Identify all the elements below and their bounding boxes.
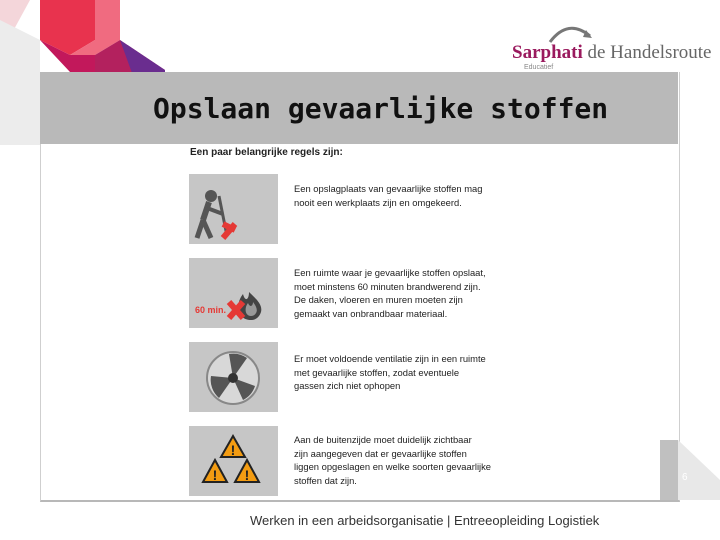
rule-panel-2: [189, 258, 278, 328]
decor-grey-panel: [0, 20, 40, 145]
rule-panel-3: [189, 342, 278, 412]
rule-4-line-4: stoffen dat zijn.: [294, 474, 357, 486]
rule-3-line-2: met gevaarlijke stoffen, zodat eventuele: [294, 366, 460, 378]
svg-text:!: !: [244, 467, 250, 483]
rule-2-line-4: gemaakt van onbrandbaar materiaal.: [294, 307, 448, 319]
rule-text-4: [294, 433, 514, 487]
footer-text: Werken in een arbeidsorganisatie | Entreeopleiding Logistiek: [250, 513, 600, 528]
decor-corner-light: [678, 440, 720, 500]
worker-no-entry-icon: [189, 174, 278, 244]
rule-1-line-2: nooit een werkplaats zijn en omgekeerd.: [294, 196, 462, 208]
rule-panel-1: [189, 174, 278, 244]
svg-text:!: !: [212, 467, 218, 483]
rules-intro: Een paar belangrijke regels zijn:: [190, 147, 343, 158]
rule-2-line-3: De daken, vloeren en muren moeten zijn: [294, 294, 463, 305]
decorative-corner-shapes: [660, 440, 720, 500]
logo-wordmark: [512, 42, 711, 64]
rule-text-2: [294, 266, 514, 320]
slide-title: Opslaan gevaarlijke stoffen: [153, 92, 609, 125]
sarphati-logo: [508, 22, 712, 72]
rule-text-3: [294, 352, 514, 393]
ventilation-fan-icon: [189, 342, 278, 412]
rule-3-line-3: gassen zich niet ophopen: [294, 380, 401, 391]
warning-signs-icon: [189, 426, 278, 496]
fire-badge: 60 min.: [195, 305, 227, 315]
fire-60min-icon: [189, 258, 278, 328]
rule-2-line-1: Een ruimte waar je gevaarlijke stoffen opslaat,: [294, 267, 486, 278]
decor-corner-dark: [660, 440, 678, 500]
rule-2-line-2: moet minstens 60 minuten brandwerend zijn.: [294, 280, 481, 292]
rule-3-line-1: Er moet voldoende ventilatie zijn in een ruimte: [294, 353, 486, 364]
rule-4-line-2: zijn aangegeven dat er gevaarlijke stoffen: [294, 447, 467, 459]
rule-4-line-3: liggen opgeslagen en welke soorten gevaarlijke: [294, 461, 492, 472]
logo-arc-icon: [548, 22, 592, 44]
page-number: 6: [682, 472, 688, 483]
rule-panel-4: [189, 426, 278, 496]
rule-1-line-1: Een opslagplaats van gevaarlijke stoffen mag: [294, 183, 483, 194]
svg-text:!: !: [230, 442, 236, 458]
rule-4-line-1: Aan de buitenzijde moet duidelijk zichtbaar: [294, 434, 472, 445]
logo-brand-part2: de Handelsroute: [582, 42, 712, 63]
rule-text-1: [294, 182, 514, 209]
logo-brand-part1: Sarphati: [512, 42, 583, 63]
logo-subtitle: Educatief: [524, 64, 554, 71]
